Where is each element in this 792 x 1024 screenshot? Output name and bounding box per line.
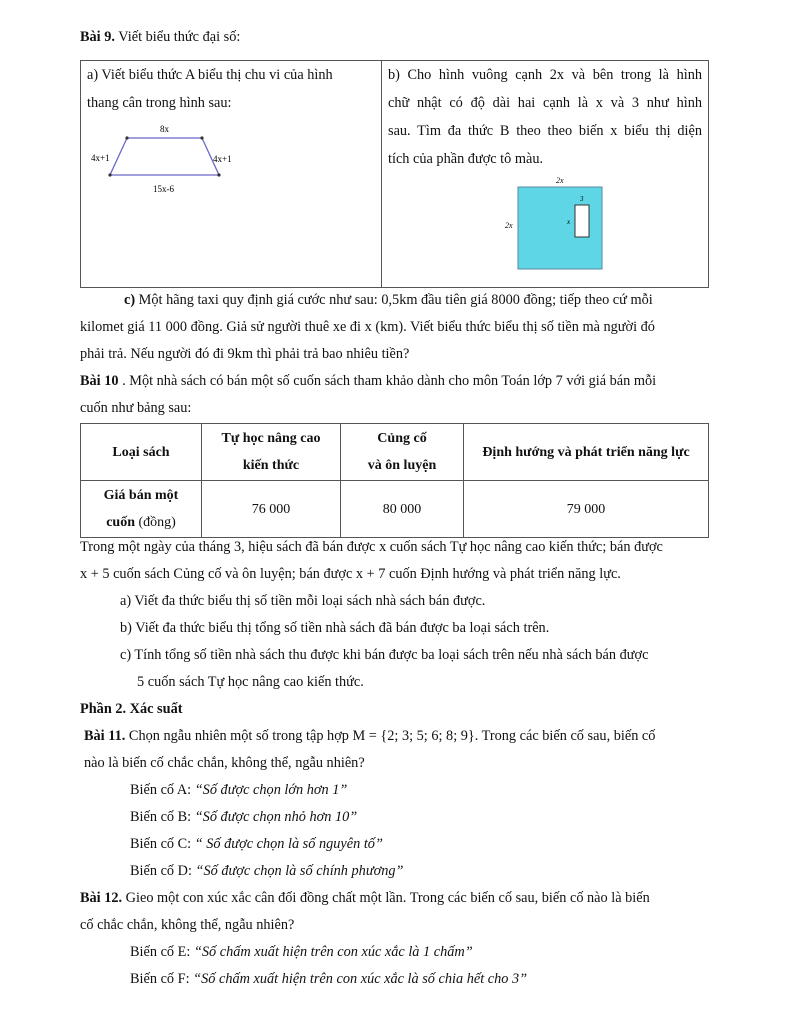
event-f-label: Biến cố F: [130, 971, 194, 987]
price-dinhhuong: 79 000 [464, 481, 709, 538]
trap-right-label: 4x+1 [213, 154, 232, 164]
event-f-text: “Số chấm xuất hiện trên con xúc xắc là số chia hết cho 3” [193, 971, 528, 987]
event-a-label: Biến cố A: [130, 782, 195, 798]
trapezoid-figure [91, 117, 261, 207]
bai10-line2: cuốn như bảng sau: [80, 400, 192, 416]
event-f [130, 969, 527, 989]
bai9-c-text1: Một hãng taxi quy định giá cước như sau: 0,5km đầu tiên giá 8000 đồng; tiếp theo cứ mỗi [135, 292, 653, 308]
bai10-qc2: 5 cuốn sách Tự học nâng cao kiến thức. [137, 674, 364, 690]
bai10-title [80, 371, 656, 391]
square-figure [388, 175, 688, 275]
row-header-price-bold: cuốn [106, 515, 135, 530]
inner-rectangle [575, 205, 589, 237]
event-c [130, 834, 383, 854]
trap-top-label: 8x [160, 124, 169, 134]
bai10-title-text: . Một nhà sách có bán một số cuốn sách tham khảo dành cho môn Toán lớp 7 với giá bán mỗi [118, 373, 657, 389]
event-c-text: “ Số được chọn là số nguyên tố” [194, 836, 383, 852]
event-d [130, 861, 404, 881]
bai9-title [80, 27, 240, 47]
bai9-a-line2: thang cân trong hình sau: [87, 95, 232, 111]
bai9-cell-a [81, 61, 382, 288]
event-a-text: “Số được chọn lớn hơn 1” [194, 782, 348, 798]
bai10-p2: x + 5 cuốn sách Củng cố và ôn luyện; bán được x + 7 cuốn Định hướng và phát triển năng lực. [80, 566, 621, 582]
bai10-qa: a) Viết đa thức biểu thị số tiền mỗi loại sách nhà sách bán được. [120, 593, 486, 609]
bai12-line1 [80, 888, 650, 908]
section-heading: Phần 2. Xác suất [80, 701, 183, 717]
trapezoid-vertex [108, 173, 111, 176]
event-b-label: Biến cố B: [130, 809, 195, 825]
rect-left-label: x [567, 218, 571, 226]
col-header-dinhhuong: Định hướng và phát triển năng lực [464, 424, 709, 481]
bai9-label: Bài 9. [80, 29, 115, 45]
event-a [130, 780, 347, 800]
bai10-p1: Trong một ngày của tháng 3, hiệu sách đã bán được x cuốn sách Tự học nâng cao kiến thức; bán được [80, 539, 663, 555]
event-e [130, 942, 473, 962]
bai12-text1: Gieo một con xúc xắc cân đối đồng chất một lần. Trong các biến cố sau, biến cố nào là biến [122, 890, 650, 906]
bai9-cell-b [382, 61, 709, 288]
trap-left-label: 4x+1 [91, 153, 110, 163]
event-d-label: Biến cố D: [130, 863, 196, 879]
price-tuhoc: 76 000 [202, 481, 341, 538]
bai10-price-table [80, 423, 709, 538]
rect-top-label: 3 [580, 195, 584, 203]
col-header-cungco-a: Củng cố [377, 431, 427, 446]
event-e-text: “Số chấm xuất hiện trên con xúc xắc là 1 chấm” [193, 944, 473, 960]
price-cungco: 80 000 [341, 481, 464, 538]
bai9-b-line4: tích của phần được tô màu. [388, 151, 544, 167]
event-b [130, 807, 357, 827]
bai9-b-line1: b) Cho hình vuông cạnh 2x và bên trong là hình [388, 67, 702, 83]
bai11-text1: Chọn ngẫu nhiên một số trong tập hợp M = {2; 3; 5; 6; 8; 9}. Trong các biến cố sau, biến cố [125, 728, 656, 744]
bai10-qc1: c) Tính tổng số tiền nhà sách thu được khi bán được ba loại sách trên nếu nhà sách bán được [120, 647, 649, 663]
trapezoid-vertex [125, 136, 128, 139]
bai9-c-line3: phải trả. Nếu người đó đi 9km thì phải trả bao nhiêu tiền? [80, 346, 410, 362]
bai9-title-text: Viết biểu thức đại số: [114, 29, 241, 45]
square-top-label: 2x [556, 176, 564, 185]
trapezoid-shape [110, 138, 219, 175]
row-header-price [81, 481, 202, 538]
bai9-c-label: c) [124, 292, 136, 308]
event-e-label: Biến cố E: [130, 944, 194, 960]
event-c-label: Biến cố C: [130, 836, 195, 852]
bai9-table [80, 60, 709, 288]
bai12-label: Bài 12. [80, 890, 123, 906]
col-header-tuhoc-b: kiến thức [242, 458, 300, 473]
bai9-b-line3: sau. Tìm đa thức B theo theo biến x biểu thị diện [388, 123, 702, 139]
col-header-type: Loại sách [81, 424, 202, 481]
square-left-label: 2x [505, 221, 513, 230]
row-header-price-b [82, 509, 200, 536]
bai9-c-line1 [124, 290, 653, 310]
bai10-qb: b) Viết đa thức biểu thị tổng số tiền nhà sách đã bán được ba loại sách trên. [120, 620, 550, 636]
bai9-b-line2: chữ nhật có độ dài hai cạnh là x và 3 như hình [388, 95, 702, 111]
bai12-line2: cố chắc chắn, không thể, ngẫu nhiên? [80, 917, 295, 933]
bai9-c-line2: kilomet giá 11 000 đồng. Giả sử người thuê xe đi x (km). Viết biểu thức biểu thị số tiền mà người đó [80, 319, 655, 335]
bai11-label: Bài 11. [84, 728, 126, 744]
bai11-line1 [84, 726, 655, 746]
col-header-tuhoc-a: Tự học nâng cao [221, 431, 321, 446]
col-header-tuhoc [202, 424, 341, 481]
bai10-label: Bài 10 [80, 373, 119, 389]
col-header-cungco [341, 424, 464, 481]
trap-bottom-label: 15x-6 [153, 184, 174, 194]
col-header-cungco-b: và ôn luyện [367, 458, 437, 473]
event-d-text: “Số được chọn là số chính phương” [195, 863, 404, 879]
bai9-a-line1: a) Viết biểu thức A biểu thị chu vi của hình [87, 67, 333, 83]
event-b-text: “Số được chọn nhỏ hơn 10” [194, 809, 358, 825]
row-header-price-rest: (đồng) [134, 515, 176, 530]
bai11-line2: nào là biến cố chắc chắn, không thể, ngẫu nhiên? [84, 755, 365, 771]
row-header-price-a: Giá bán một [103, 488, 179, 503]
trapezoid-vertex [200, 136, 203, 139]
trapezoid-vertex [217, 173, 220, 176]
